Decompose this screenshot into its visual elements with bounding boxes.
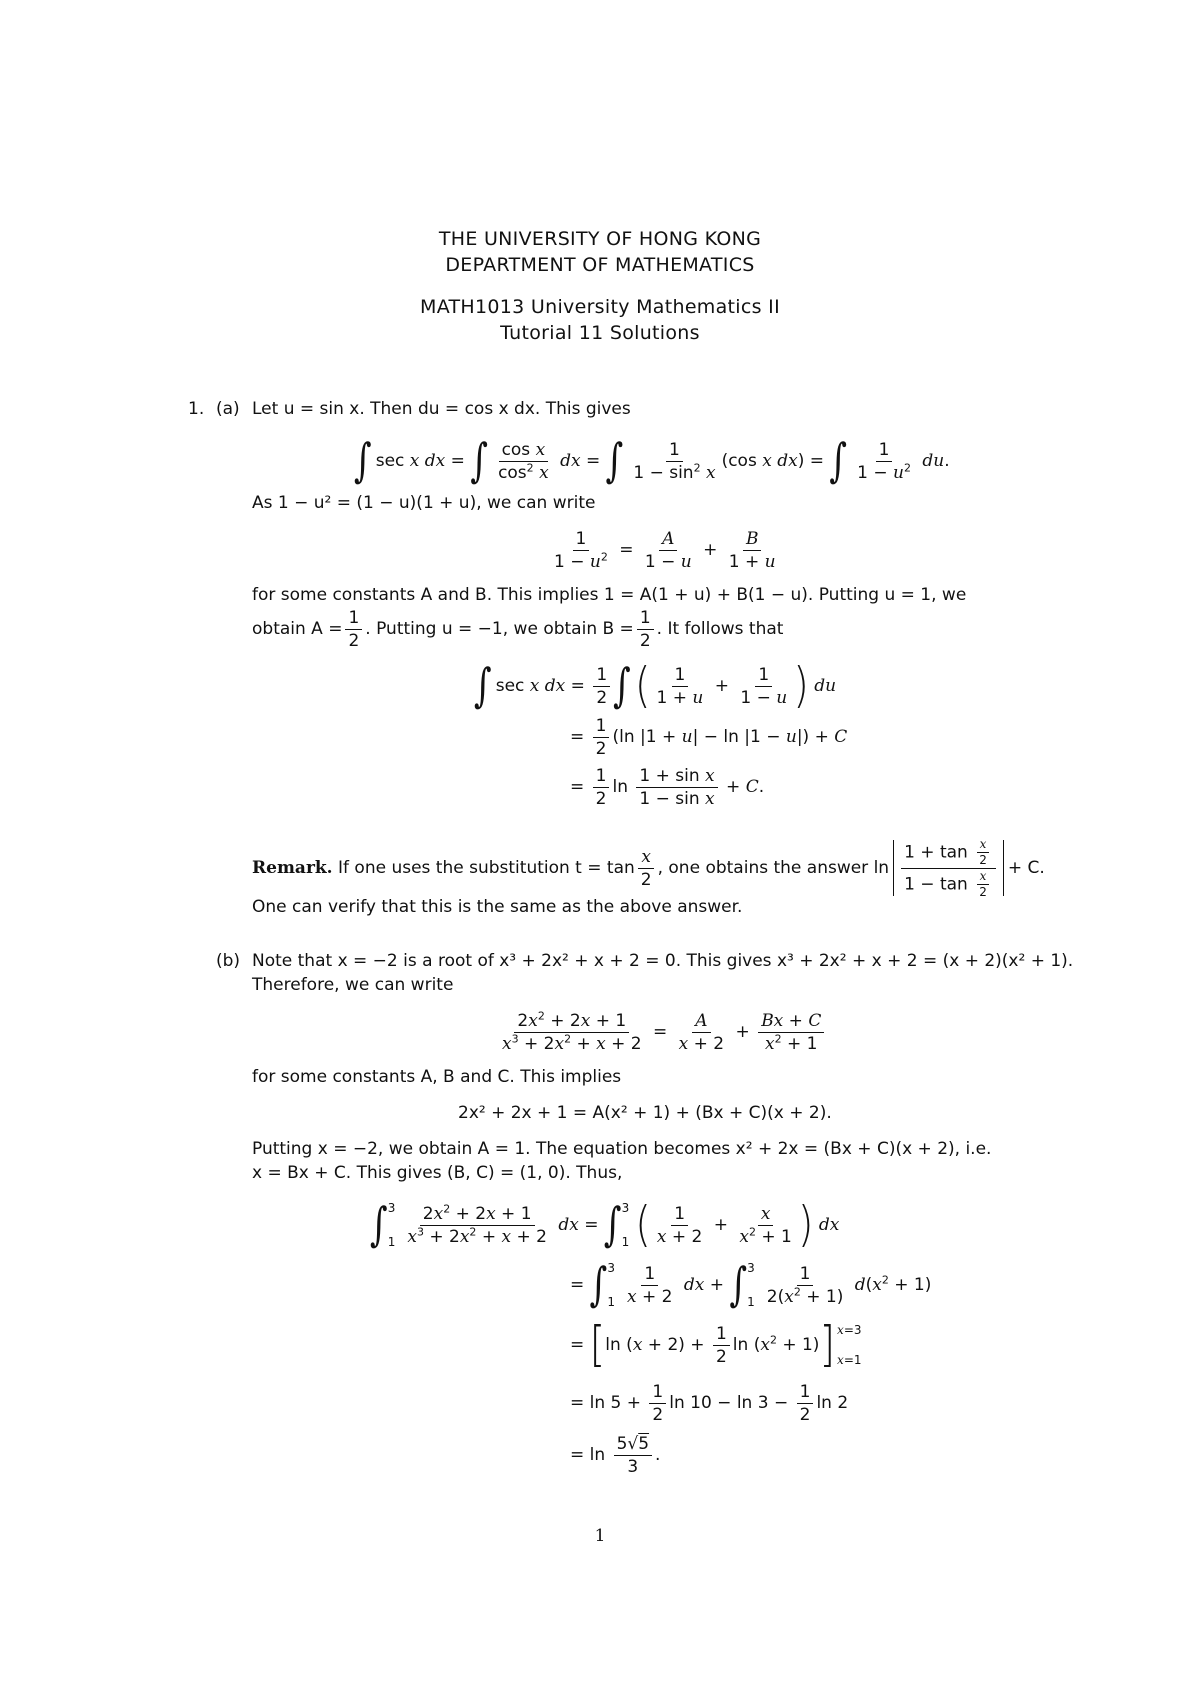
course-title: MATH1013 University Mathematics II	[420, 296, 780, 318]
equation-partial-fraction-b: $\frac{2x^2 + 2x + 1}{x^3 + 2x^2 + x + 2}$ = $\frac{A}{x + 2}$ + $\frac{Bx + C}{x^2 + 1}$	[496, 1004, 827, 1060]
equation-definite-line1: ∫ 3 1 $\frac{2x^2 + 2x + 1}{x^3 + 2x^2 + x + 2}$ dx = ∫ 3 1 ( $\frac{1}{x + 2}$ + $\frac{x}{x^2 + 1}$ ) dx	[370, 1197, 840, 1253]
q1a-values-line: obtain A = $\frac{1}{2}$ . Putting u = −1, we obtain B = $\frac{1}{2}$ . It follows that	[252, 607, 784, 651]
question-number: 1.	[188, 399, 205, 419]
q1b-identity-equation: 2x² + 2x + 1 = A(x² + 1) + (Bx + C)(x + 2).	[458, 1103, 832, 1123]
university-name: THE UNIVERSITY OF HONG KONG	[438, 228, 762, 250]
q1a-factor-line: As 1 − u² = (1 − u)(1 + u), we can write	[252, 493, 596, 513]
part-label-a: (a)	[216, 399, 240, 419]
q1b-gives-line: x = Bx + C. This gives (B, C) = (1, 0). Thus,	[252, 1163, 623, 1183]
q1a-constants-line: for some constants A and B. This implies 1 = A(1 + u) + B(1 − u). Putting u = 1, we	[252, 585, 967, 605]
equation-sec-integral-line3: = $\frac{1}{2}$ ln $\frac{\text{1 + sin x}}{\text{1 − sin x}}$ + C.	[570, 765, 765, 809]
equation-sec-substitution: ∫ sec x dx = ∫ $\frac{\text{cos x}}{\cos^2 x}$ dx = ∫ $\frac{1}{1 - \sin^2 x}$ (cos x dx) = ∫ $\frac{1}{1 - u^2}$ du.	[354, 434, 950, 488]
q1b-root-line: Note that x = −2 is a root of x³ + 2x² + x + 2 = 0. This gives x³ + 2x² + x + 2 = (x + 2)(x² + 1).	[252, 951, 1074, 971]
document-title: Tutorial 11 Solutions	[500, 322, 700, 344]
remark-line: Remark. If one uses the substitution t = tan $\frac{x}{2}$ , one obtains the answer ln 1 + tan $\frac{x}{2}$ 1 − tan $\frac{x}{2}$ + C.	[252, 836, 1045, 899]
equation-definite-line2: = ∫ 3 1 $\frac{1}{x + 2}$ dx + ∫ 3 1 $\frac{1}{2(x^2 + 1)}$ $d(x^2 + 1)$	[570, 1258, 932, 1312]
q1b-therefore-line: Therefore, we can write	[252, 975, 454, 995]
department-name: DEPARTMENT OF MATHEMATICS	[445, 254, 755, 276]
part-label-b: (b)	[216, 951, 241, 971]
remark-text-1: If one uses the substitution t = tan	[338, 858, 635, 878]
remark-text-3: + C.	[1007, 858, 1045, 878]
equation-definite-line3: = [ ln (x + 2) + $\frac{1}{2}$ $\ln (x^2 + 1)$ ] x=3 x=1	[570, 1317, 862, 1373]
q1a-values-text-3: . It follows that	[656, 619, 784, 639]
equation-partial-fraction-a: $\frac{1}{1 - u^2}$ = $\frac{A}{1 - u}$ + $\frac{B}{1 + u}$	[554, 528, 776, 572]
equation-sec-integral-line1: ∫ sec x dx = $\frac{1}{2}$ ∫ ( $\frac{1}{1 + u}$ + $\frac{1}{1 - u}$ ) du	[474, 658, 837, 714]
equation-definite-line5: = ln $\frac{5√5}{3}$ .	[570, 1433, 661, 1477]
page-number: 1	[594, 1526, 606, 1546]
remark-label: Remark.	[252, 858, 333, 878]
equation-definite-line4: = ln 5 + $\frac{1}{2}$ ln 10 − ln 3 − $\frac{1}{2}$ ln 2	[570, 1381, 849, 1425]
equation-sec-integral-line2: = $\frac{1}{2}$ (ln |1 + u| − ln |1 − u|) + C	[570, 715, 848, 759]
q1a-values-text-2: . Putting u = −1, we obtain B =	[365, 619, 634, 639]
q1a-values-text-1: obtain A =	[252, 619, 343, 639]
q1b-constants-line: for some constants A, B and C. This implies	[252, 1067, 622, 1087]
q1b-putting-line: Putting x = −2, we obtain A = 1. The equation becomes x² + 2x = (Bx + C)(x + 2), i.e.	[252, 1139, 992, 1159]
remark-text-2: , one obtains the answer ln	[657, 858, 890, 878]
remark-verify-line: One can verify that this is the same as the above answer.	[252, 897, 743, 917]
q1a-intro-line: Let u = sin x. Then du = cos x dx. This gives	[252, 399, 631, 419]
